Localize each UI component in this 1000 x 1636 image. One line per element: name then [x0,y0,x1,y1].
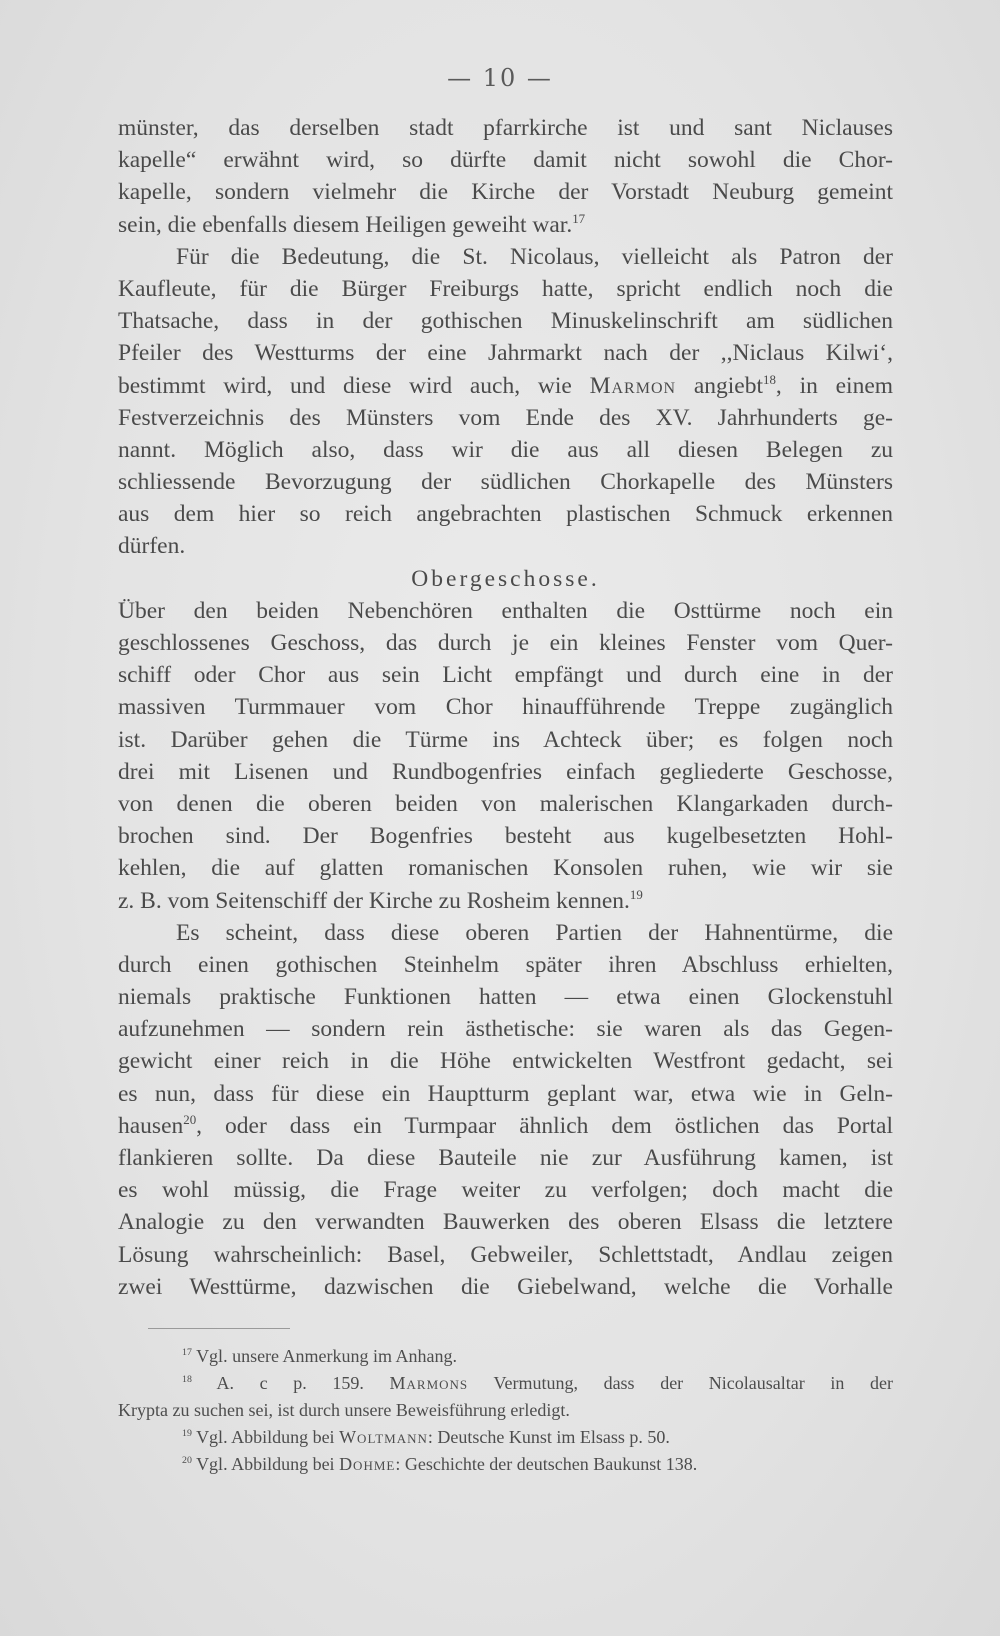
footnote-text: : Geschichte der deutschen Baukunst 138. [395,1454,698,1474]
footnote-text: Vgl. Abbildung bei [196,1454,335,1474]
section-heading: Obergeschosse. [411,565,600,592]
text-line [118,1110,893,1142]
author-name-dohme: Dohme [339,1454,396,1474]
author-name-woltmann: Woltmann [339,1427,428,1447]
footnote-19 [118,1424,893,1451]
footnote-text: Vgl. unsere Anmerkung im Anhang. [196,1346,458,1366]
text-line: gewicht einer reich in die Höhe entwickelten Westfront gedacht, sei [118,1048,893,1075]
text-line: niemals praktische Funktionen hatten — etwa einen Glockenstuhl [118,984,893,1011]
footnotes [118,1343,893,1478]
text-line: durch einen gothischen Steinhelm später ihren Abschluss erhielten, [118,951,893,978]
footnote-18 [118,1370,893,1397]
footnote-number: 19 [182,1428,192,1440]
footnote-ref-20: 20 [183,1111,197,1127]
text-fragment: , oder dass ein Turmpaar ähnlich dem östlichen das Portal [196,1112,893,1139]
footnote-18-continued: Krypta zu suchen sei, ist durch unsere Beweisführung erledigt. [118,1400,570,1420]
text-line: zwei Westtürme, dazwischen die Giebelwand, welche die Vorhalle [118,1273,893,1300]
body-text [118,112,893,1303]
footnote-text: : Deutsche Kunst im Elsass p. 50. [427,1427,670,1447]
author-name-marmons: Marmons [389,1373,469,1393]
page-number: — 10 — [447,64,553,92]
text-line [118,370,893,402]
text-fragment: angiebt [693,372,764,399]
text-line: nannt. Möglich also, dass wir die aus all diesen Belegen zu [118,436,893,463]
text-line: von denen die oberen beiden von malerischen Klangarkaden durch- [118,790,893,817]
footnote-number: 17 [182,1347,192,1359]
text-line: schiff oder Chor aus sein Licht empfängt und durch eine in der [118,662,893,689]
text-line: dürfen. [118,533,186,560]
text-line: kehlen, die auf glatten romanischen Konsolen ruhen, wie wir sie [118,855,893,882]
text-line: flankieren sollte. Da diese Bauteile nie zur Ausführung kamen, ist [118,1145,893,1171]
footnote-text: Vgl. Abbildung bei [196,1427,335,1447]
text-fragment: , in einem [775,372,894,399]
footnote-number: 20 [182,1455,192,1467]
text-line: aufzunehmen — sondern rein ästhetische: sie waren als das Gegen- [118,1016,893,1043]
text-line: aus dem hier so reich angebrachten plastischen Schmuck erkennen [118,501,893,528]
footnote-ref-18: 18 [763,371,776,387]
text-line: geschlossenes Geschoss, das durch je ein kleines Fenster vom Quer- [118,630,893,656]
footnote-20 [118,1451,893,1478]
text-line: Pfeiler des Westturms der eine Jahrmarkt nach der ,,Niclaus Kilwi‘, [118,340,893,367]
text-line: Thatsache, dass in der gothischen Minuskelinschrift am südlichen [118,308,893,335]
text-line: Analogie zu den verwandten Bauwerken des oberen Elsass die letztere [118,1209,893,1236]
text-line: Kaufleute, für die Bürger Freiburgs hatte, spricht endlich noch die [118,275,893,302]
text-line: ist. Darüber gehen die Türme ins Achteck über; es folgen noch [118,726,893,753]
text-line: brochen sind. Der Bogenfries besteht aus kugelbesetzten Hohl- [118,823,893,850]
text-line: kapelle, sondern vielmehr die Kirche der Vorstadt Neuburg gemeint [118,179,893,206]
text-line: schliessende Bevorzugung der südlichen Chorkapelle des Münsters [118,469,893,496]
footnote-number: 18 [182,1374,192,1386]
footnote-text: A. c p. 159. [216,1373,364,1393]
text-line: es nun, dass für diese ein Hauptturm geplant war, etwa wie in Geln- [118,1080,893,1107]
text-line-content: sein, die ebenfalls diesem Heiligen geweiht war. [118,211,573,238]
text-line: massiven Turmmauer vom Chor hinaufführende Treppe zugänglich [118,694,893,721]
text-line: Festverzeichnis des Münsters vom Ende des XV. Jahrhunderts ge- [118,404,893,431]
footnote-ref-17: 17 [572,210,586,226]
author-name-marmon: Marmon [589,372,677,399]
text-line: es wohl müssig, die Frage weiter zu verfolgen; doch macht die [118,1177,893,1204]
footnote-ref-19: 19 [629,886,643,902]
text-line: drei mit Lisenen und Rundbogenfries einfach gegliederte Geschosse, [118,758,893,785]
text-line-content: z. B. vom Seitenschiff der Kirche zu Rosheim kennen. [118,887,630,914]
text-line: kapelle“ erwähnt wird, so dürfte damit nicht sowohl die Chor- [118,147,893,174]
footnote-17 [118,1343,893,1370]
text-line [118,209,893,241]
text-line-content: bestimmt wird, und diese wird auch, wie [118,372,572,399]
footnote-divider [148,1328,290,1329]
text-line: Über den beiden Nebenchören enthalten die Osttürme noch ein [118,597,893,624]
text-line [118,885,893,917]
text-line: Es scheint, dass diese oberen Partien der Hahnentürme, die [176,919,893,946]
text-line: Lösung wahrscheinlich: Basel, Gebweiler, Schlettstadt, Andlau zeigen [118,1241,893,1268]
text-line-content: hausen [118,1112,184,1139]
footnote-text: Vermutung, dass der Nicolausaltar in der [493,1373,893,1393]
text-line: münster, das derselben stadt pfarrkirche ist und sant Niclauses [118,115,893,141]
text-line: Für die Bedeutung, die St. Nicolaus, vielleicht als Patron der [176,243,893,270]
